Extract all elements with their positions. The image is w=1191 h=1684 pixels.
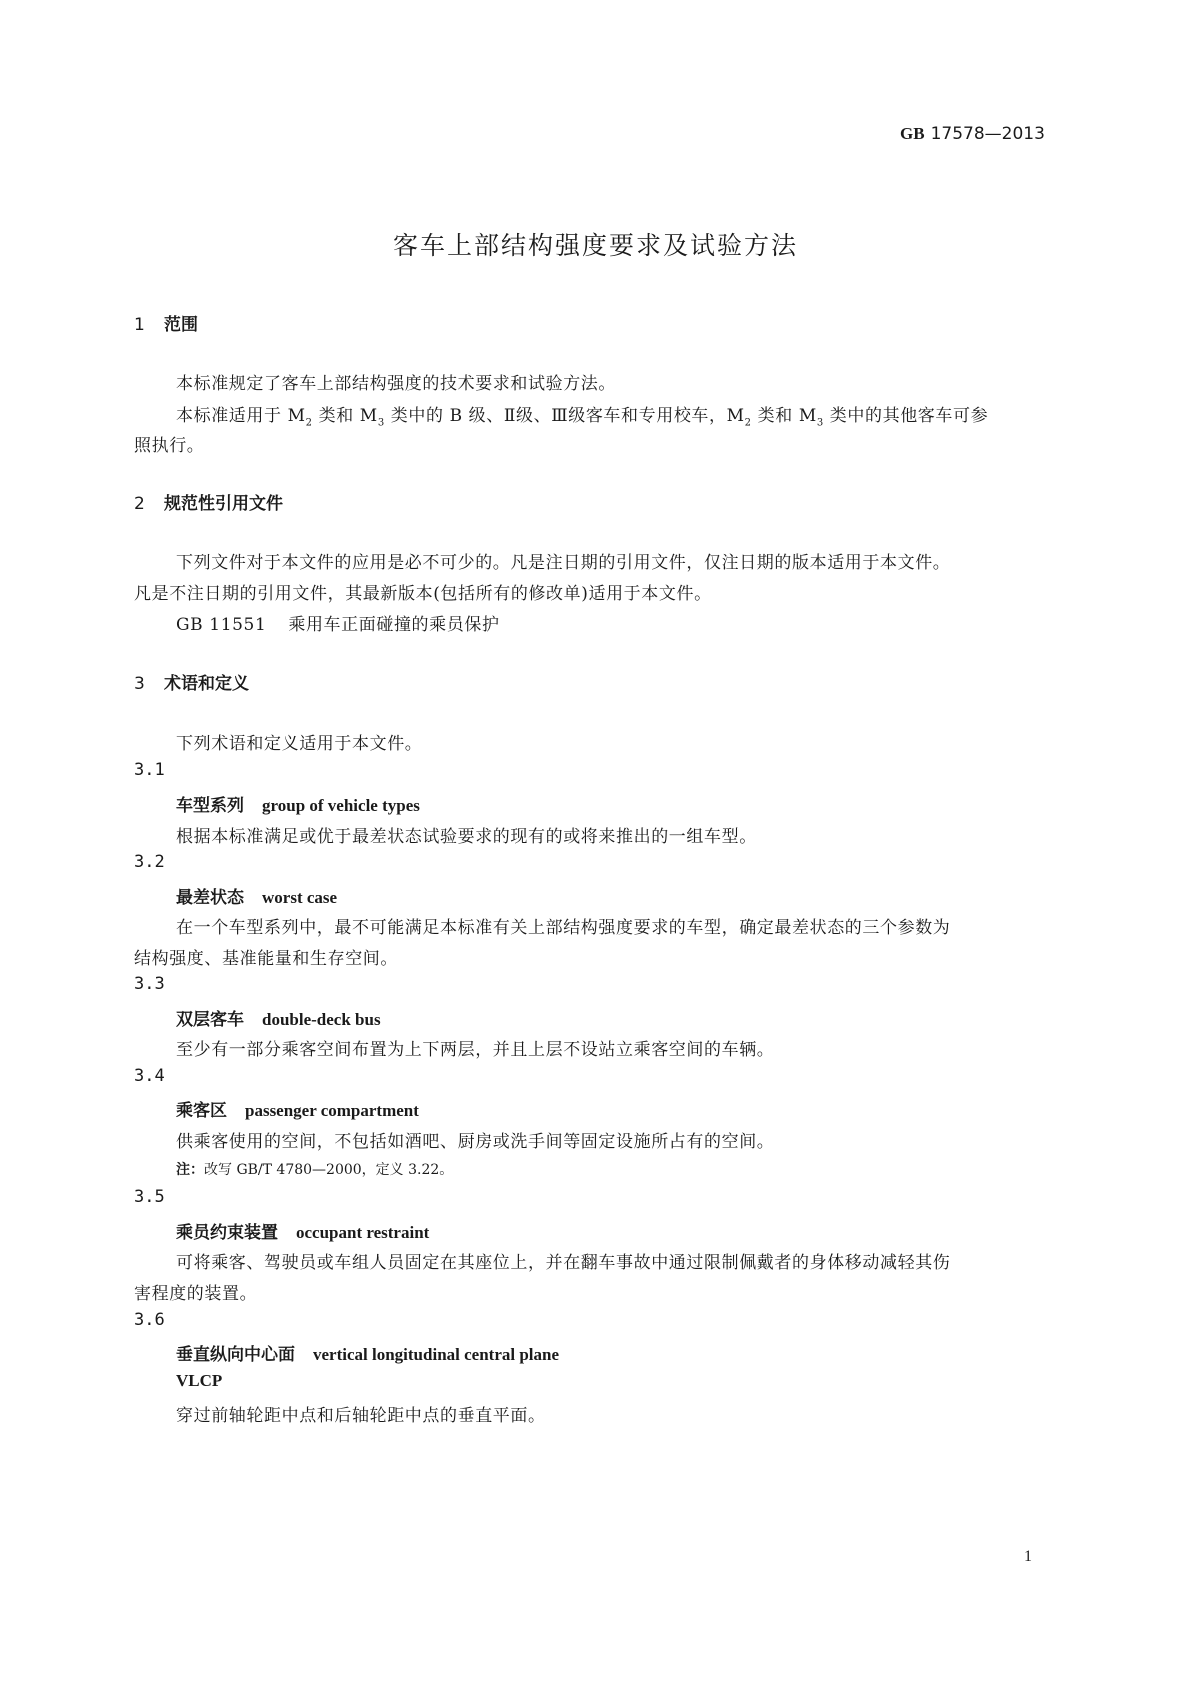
term-english: passenger compartment	[245, 1101, 419, 1120]
term-abbreviation: VLCP	[176, 1371, 223, 1390]
term-number: 3.4	[134, 1066, 165, 1086]
section-2-paragraph-1-continued: 凡是不注日期的引用文件，其最新版本(包括所有的修改单)适用于本文件。	[134, 584, 712, 604]
document-title: 客车上部结构强度要求及试验方法	[392, 231, 798, 260]
section-1-paragraph-1: 本标准规定了客车上部结构强度的技术要求和试验方法。	[176, 374, 616, 394]
term-chinese: 垂直纵向中心面	[176, 1345, 295, 1365]
term-english: group of vehicle types	[262, 796, 420, 815]
section-title: 规范性引用文件	[164, 494, 283, 514]
term-definition: 在一个车型系列中，最不可能满足本标准有关上部结构强度要求的车型，确定最差状态的三个参数为	[176, 918, 951, 938]
term-definition: 穿过前轴轮距中点和后轴轮距中点的垂直平面。	[176, 1406, 546, 1426]
term-number: 3.2	[134, 852, 165, 872]
term-number: 3.5	[134, 1187, 165, 1207]
reference-code: GB 11551	[176, 615, 267, 635]
term-english: double-deck bus	[262, 1010, 381, 1029]
term-english: vertical longitudinal central plane	[313, 1345, 560, 1364]
term-number: 3.3	[134, 974, 165, 994]
section-title: 术语和定义	[164, 674, 249, 694]
normative-reference	[176, 610, 500, 635]
section-3-intro: 下列术语和定义适用于本文件。	[176, 734, 423, 754]
section-3-heading	[134, 669, 249, 694]
term-chinese: 最差状态	[176, 888, 244, 908]
term-definition: 根据本标准满足或优于最差状态试验要求的现有的或将来推出的一组车型。	[176, 827, 757, 847]
section-1-paragraph-2: 本标准适用于 $M_2$ 类和 $M_3$ 类中的 B 级、Ⅱ级、Ⅲ级客车和专用校车，$M_2$ 类和 $M_3$ 类中的其他客车可参	[176, 406, 989, 429]
term-definition-continued: 害程度的装置。	[134, 1284, 258, 1304]
term-heading	[176, 1005, 381, 1030]
term-english: occupant restraint	[296, 1223, 430, 1242]
section-number: 1	[134, 315, 145, 335]
standard-prefix: GB	[900, 124, 925, 143]
standard-code	[900, 124, 1045, 144]
section-2-heading	[134, 489, 283, 514]
section-title: 范围	[164, 315, 198, 335]
term-chinese: 乘员约束装置	[176, 1223, 278, 1243]
section-number: 2	[134, 494, 145, 514]
term-chinese: 双层客车	[176, 1010, 244, 1030]
section-2-paragraph-1: 下列文件对于本文件的应用是必不可少的。凡是注日期的引用文件，仅注日期的版本适用于本文件。	[176, 553, 951, 573]
term-number: 3.6	[134, 1310, 165, 1330]
standard-number: 17578—2013	[930, 124, 1045, 144]
term-heading	[176, 791, 420, 816]
section-1-heading	[134, 310, 198, 335]
term-chinese: 乘客区	[176, 1101, 227, 1121]
note-label: 注：	[176, 1162, 204, 1178]
section-number: 3	[134, 674, 145, 694]
term-note	[176, 1159, 453, 1179]
term-heading	[176, 883, 337, 908]
term-heading	[176, 1340, 559, 1365]
term-heading	[176, 1218, 429, 1243]
term-definition-continued: 结构强度、基准能量和生存空间。	[134, 949, 398, 969]
term-definition: 至少有一部分乘客空间布置为上下两层，并且上层不设站立乘客空间的车辆。	[176, 1040, 775, 1060]
term-definition: 可将乘客、驾驶员或车组人员固定在其座位上，并在翻车事故中通过限制佩戴者的身体移动减轻其伤	[176, 1253, 951, 1273]
term-english: worst case	[262, 888, 338, 907]
page-number: 1	[1024, 1548, 1032, 1565]
section-1-paragraph-2-continued: 照执行。	[134, 436, 205, 456]
term-definition: 供乘客使用的空间，不包括如酒吧、厨房或洗手间等固定设施所占有的空间。	[176, 1132, 775, 1152]
reference-title: 乘用车正面碰撞的乘员保护	[288, 615, 500, 635]
note-text: 改写 GB/T 4780—2000，定义 3.22。	[204, 1162, 454, 1178]
term-chinese: 车型系列	[176, 796, 244, 816]
term-number: 3.1	[134, 760, 165, 780]
term-heading	[176, 1096, 419, 1121]
